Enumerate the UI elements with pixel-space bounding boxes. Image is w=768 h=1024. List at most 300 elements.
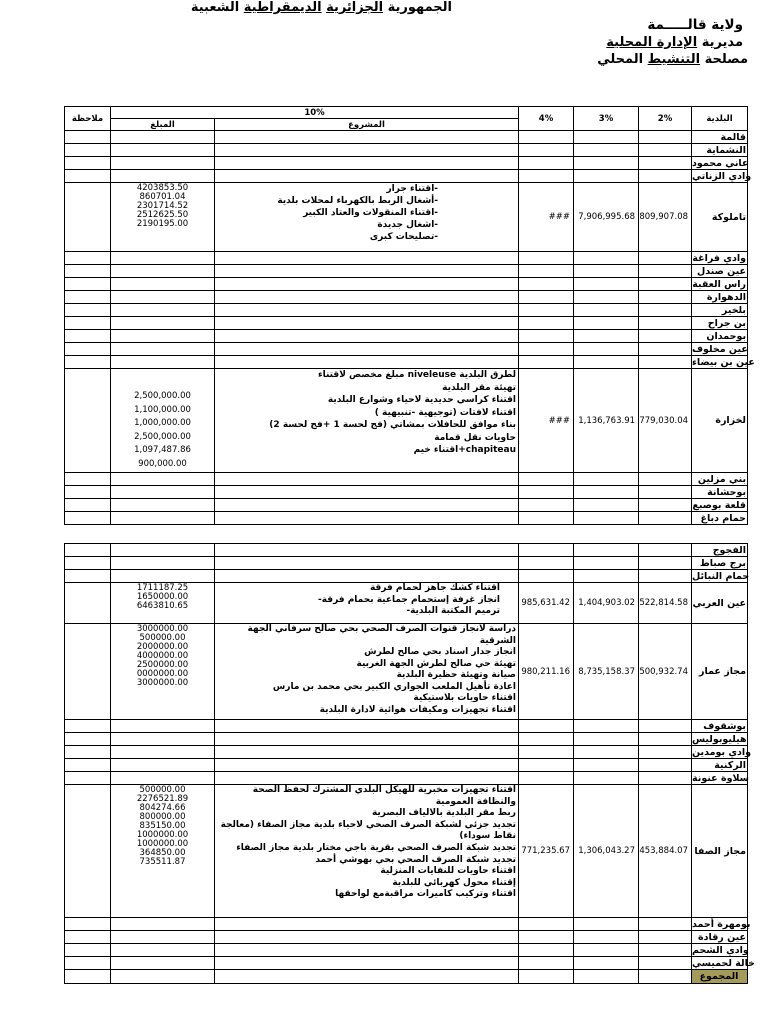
municipality-cell: لخزارة — [692, 369, 748, 473]
municipality-cell: وادي الزناتي — [692, 170, 752, 182]
amount-line: 2500000.00 — [136, 660, 189, 670]
note-cell — [65, 570, 111, 583]
three-percent-cell — [574, 772, 639, 785]
table-row — [65, 183, 748, 252]
four-percent-cell — [519, 499, 574, 512]
amount-cell — [111, 970, 215, 984]
project-line: اقتناء كشك جاهز لحمام فرقة — [369, 583, 500, 593]
note-cell — [65, 356, 111, 369]
note-cell — [65, 944, 111, 957]
two-percent-cell — [639, 772, 692, 785]
amount-line: 1711187.25 — [136, 583, 189, 593]
two-percent-cell — [639, 944, 692, 957]
two-percent-cell — [639, 252, 692, 265]
table-row — [65, 772, 748, 785]
municipality-cell: عين صندل — [692, 265, 748, 278]
four-percent-cell: 980,211.16 — [519, 624, 574, 720]
four-percent-cell — [519, 544, 574, 557]
project-line: اقتناء كراسي حديدية لاحياء وشوارع البلدية — [327, 395, 517, 405]
project-cell — [215, 343, 519, 356]
amount-cell — [111, 183, 215, 252]
project-cell — [215, 330, 519, 343]
project-line: chapiteau+اقتناء خيم — [413, 445, 517, 455]
table-row — [65, 278, 748, 291]
four-percent-cell — [519, 944, 574, 957]
amount-cell — [111, 544, 215, 557]
municipality-cell: وادي بومدين — [692, 746, 752, 758]
two-percent-cell — [639, 144, 692, 157]
project-cell — [215, 624, 519, 720]
amount-cell — [111, 583, 215, 624]
project-line: بناء موافق للحافلات بمشاتي (فج لحسة 1 +فج لحسة 2) — [269, 420, 517, 430]
municipality-cell: عين مخلوف — [692, 343, 748, 355]
amount-cell — [111, 317, 215, 330]
municipality-cell: عاني محمود — [692, 157, 749, 169]
municipality-cell: سلاوة عنونة — [692, 772, 750, 784]
note-cell — [65, 918, 111, 931]
project-line: إقتناء محول كهربائي للبلدية — [392, 877, 516, 888]
project-line: اقتناء تجهيزات مخبرية للهيكل البلدي المشترك لحفظ الصحة والنظافة العمومية — [252, 785, 516, 807]
amount-cell — [111, 720, 215, 733]
two-percent-cell: 500,932.74 — [639, 624, 692, 720]
table-row — [65, 759, 748, 772]
project-cell — [215, 486, 519, 499]
republic-title: الجمهورية الجزائرية الديمقراطية الشعبية — [190, 0, 452, 15]
municipality-cell: المجموع — [692, 970, 748, 984]
note-cell — [65, 970, 111, 984]
amount-line: 1,097,487.86 — [134, 445, 191, 455]
amount-header: المبلغ — [111, 119, 215, 131]
two-percent-cell — [639, 544, 692, 557]
four-percent-cell — [519, 157, 574, 170]
four-percent-cell — [519, 304, 574, 317]
table-row — [65, 317, 748, 330]
municipality-cell: حمام النبائل — [692, 570, 750, 582]
amount-cell — [111, 918, 215, 931]
two-percent-cell: 453,884.07 — [639, 785, 692, 918]
three-percent-cell — [574, 317, 639, 330]
three-percent-cell — [574, 356, 639, 369]
four-percent-cell — [519, 570, 574, 583]
amount-line: 804274.66 — [139, 803, 186, 813]
table-row — [65, 265, 748, 278]
three-percent-cell — [574, 170, 639, 183]
project-line: -اقتناء جرار — [386, 184, 439, 194]
project-cell — [215, 144, 519, 157]
project-line: تهيئة مقر البلدية — [442, 382, 517, 393]
four-percent-cell — [519, 144, 574, 157]
note-cell — [65, 785, 111, 918]
two-percent-cell — [639, 330, 692, 343]
four-percent-cell — [519, 957, 574, 970]
two-percent-cell — [639, 970, 692, 984]
note-cell — [65, 157, 111, 170]
amount-line: 1,100,000.00 — [134, 404, 191, 415]
project-cell — [215, 356, 519, 369]
note-cell — [65, 330, 111, 343]
note-cell — [65, 278, 111, 291]
amount-line: 2,500,000.00 — [134, 391, 191, 401]
project-cell — [215, 931, 519, 944]
three-percent-cell — [574, 473, 639, 486]
note-cell — [65, 486, 111, 499]
amount-cell — [111, 557, 215, 570]
note-cell — [65, 720, 111, 733]
amount-cell — [111, 772, 215, 785]
four-percent-cell: 771,235.67 — [519, 785, 574, 918]
three-percent-cell — [574, 759, 639, 772]
three-percent-cell — [574, 265, 639, 278]
two-percent-cell — [639, 356, 692, 369]
note-cell — [65, 772, 111, 785]
municipality-cell: وادي الشحم — [692, 944, 749, 956]
project-line: تهيئة حي صالح لطرش الجهة الغربية — [356, 658, 516, 669]
four-percent-cell: ### — [519, 369, 574, 473]
project-line: دراسة لانجاز قنوات الصرف الصحي بحي صالح سرفاني الجهة الشرقية — [247, 624, 516, 646]
note-cell — [65, 144, 111, 157]
amount-line: 835150.00 — [139, 821, 186, 831]
two-percent-cell — [639, 759, 692, 772]
four-percent-cell — [519, 278, 574, 291]
municipality-cell: راس العقبة — [692, 278, 747, 290]
three-percent-cell — [574, 157, 639, 170]
four-percent-cell: ### — [519, 183, 574, 252]
amount-line: 735511.87 — [139, 857, 186, 867]
municipality-cell: حمام دباغ — [692, 512, 748, 525]
municipality-header: البلدية — [692, 107, 748, 131]
amount-line: 2276521.89 — [136, 794, 189, 804]
two-percent-cell: 779,030.04 — [639, 369, 692, 473]
two-percent-cell — [639, 746, 692, 759]
project-cell — [215, 499, 519, 512]
two-percent-cell — [639, 499, 692, 512]
municipality-cell: بوشقوف — [692, 720, 748, 733]
four-percent-cell — [519, 291, 574, 304]
amount-line: 500000.00 — [139, 785, 186, 795]
service-title: مصلحة التنشيط المحلي — [597, 52, 748, 67]
municipality-cell: بومهرة أحمد — [692, 918, 751, 930]
note-header: ملاحظة — [65, 107, 111, 131]
municipality-cell: الركنية — [692, 759, 748, 772]
note-cell — [65, 931, 111, 944]
three-percent-cell — [574, 970, 639, 984]
project-line: حاويات نقل قمامة — [434, 432, 517, 443]
amount-cell — [111, 252, 215, 265]
project-cell — [215, 772, 519, 785]
three-percent-cell — [574, 330, 639, 343]
three-percent-cell: 1,404,903.02 — [574, 583, 639, 624]
two-percent-cell — [639, 918, 692, 931]
table-row — [65, 970, 748, 984]
amount-cell — [111, 291, 215, 304]
four-percent-cell — [519, 131, 574, 144]
project-cell — [215, 252, 519, 265]
table-row — [65, 486, 748, 499]
project-header: المشروع — [215, 119, 519, 131]
two-percent-cell: 809,907.08 — [639, 183, 692, 252]
note-cell — [65, 957, 111, 970]
municipality-cell: النشماية — [692, 144, 748, 157]
project-cell — [215, 131, 519, 144]
directorate-title: مديرية الإدارة المحلية — [606, 35, 743, 50]
amount-cell — [111, 369, 215, 473]
amount-line: 6463810.65 — [136, 601, 189, 611]
three-percent-cell — [574, 499, 639, 512]
table-row — [65, 570, 748, 583]
four-percent-cell — [519, 557, 574, 570]
three-percent-cell — [574, 544, 639, 557]
amount-line: 3000000.00 — [136, 624, 189, 634]
four-percent-cell — [519, 720, 574, 733]
three-percent-cell — [574, 304, 639, 317]
amount-line: 2,500,000.00 — [134, 431, 191, 442]
table-row — [65, 157, 748, 170]
four-percent-cell — [519, 265, 574, 278]
two-percent-cell — [639, 733, 692, 746]
project-line: تجديد جزئي لشبكة الصرف الصحي لاحياء بلدية مجاز الصفاء (معالجة نقاط سوداء) — [220, 819, 516, 842]
table-row — [65, 170, 748, 183]
municipality-cell: قلعة بوصبع — [692, 499, 747, 511]
project-cell — [215, 746, 519, 759]
project-line: انجاز جدار اسناد بحي صالح لطرش — [364, 647, 516, 657]
amount-cell — [111, 957, 215, 970]
four-percent-cell — [519, 733, 574, 746]
three-percent-cell — [574, 720, 639, 733]
municipality-cell: تاملوكة — [692, 183, 748, 252]
three-percent-cell — [574, 957, 639, 970]
table-row — [65, 356, 748, 369]
table-row — [65, 304, 748, 317]
project-cell — [215, 473, 519, 486]
four-percent-cell — [519, 759, 574, 772]
municipality-cell: عين رقادة — [692, 931, 748, 944]
municipality-cell: مجاز عمار — [692, 624, 748, 720]
project-cell — [215, 369, 519, 473]
amount-cell — [111, 278, 215, 291]
project-line: ترميم المكتبة البلدية- — [406, 606, 500, 616]
amount-cell — [111, 785, 215, 918]
three-percent-cell — [574, 918, 639, 931]
table-row — [65, 944, 748, 957]
three-percent-cell: 1,306,043.27 — [574, 785, 639, 918]
project-cell — [215, 785, 519, 918]
project-line: صيانة وتهيئة حظيرة البلدية — [396, 670, 516, 680]
note-cell — [65, 252, 111, 265]
four-percent-cell: 985,631.42 — [519, 583, 574, 624]
two-percent-cell — [639, 304, 692, 317]
amount-line: 1000000.00 — [136, 839, 189, 849]
municipality-cell: عين العربي — [692, 583, 748, 624]
note-cell — [65, 746, 111, 759]
amount-cell — [111, 330, 215, 343]
municipality-cell: برج صباط — [692, 557, 748, 570]
three-percent-cell — [574, 733, 639, 746]
two-percent-cell — [639, 512, 692, 525]
amount-cell — [111, 131, 215, 144]
note-cell — [65, 170, 111, 183]
project-cell — [215, 720, 519, 733]
note-cell — [65, 369, 111, 473]
four-percent-cell — [519, 746, 574, 759]
project-line: -اقتناء المنقولات والعتاد الكبير — [303, 208, 439, 218]
table-row — [65, 512, 748, 525]
four-percent-cell — [519, 473, 574, 486]
note-cell — [65, 317, 111, 330]
amount-cell — [111, 499, 215, 512]
amount-line: 364850.00 — [139, 848, 186, 858]
three-percent-cell — [574, 512, 639, 525]
three-percent-cell: 7,906,995.68 — [574, 183, 639, 252]
amount-line: 860701.04 — [139, 192, 186, 202]
two-percent-cell — [639, 317, 692, 330]
municipality-cell: وادي فراغة — [692, 252, 747, 264]
amount-cell — [111, 356, 215, 369]
project-cell — [215, 759, 519, 772]
two-percent-cell — [639, 131, 692, 144]
amount-line: 0000000.00 — [136, 669, 189, 679]
project-line: لطرق البلدية niveleuse مبلغ مخصص لاقتناء — [317, 370, 517, 380]
amount-cell — [111, 343, 215, 356]
four-percent-cell — [519, 970, 574, 984]
table-row — [65, 931, 748, 944]
municipality-cell: خالة لحميسي — [692, 957, 755, 969]
project-cell — [215, 570, 519, 583]
two-percent-cell — [639, 343, 692, 356]
table-row — [65, 544, 748, 557]
two-percent-cell — [639, 265, 692, 278]
municipality-cell: عين بن بيضاء — [692, 356, 755, 368]
three-percent-cell — [574, 570, 639, 583]
note-cell — [65, 624, 111, 720]
ten-percent-header: 10% — [111, 107, 519, 119]
project-cell — [215, 157, 519, 170]
municipality-cell: الدهوارة — [692, 291, 748, 304]
two-percent-cell — [639, 720, 692, 733]
amount-line: 1,000,000.00 — [134, 418, 191, 428]
table-row — [65, 131, 748, 144]
project-cell — [215, 265, 519, 278]
amount-line: 1650000.00 — [136, 592, 189, 602]
four-percent-cell — [519, 486, 574, 499]
four-percent-cell — [519, 317, 574, 330]
project-line: -تصليحات كبرى — [369, 232, 439, 242]
amount-cell — [111, 746, 215, 759]
amount-line: 4000000.00 — [136, 651, 189, 661]
table-row — [65, 330, 748, 343]
amount-cell — [111, 733, 215, 746]
three-percent-header: 3% — [574, 107, 639, 131]
note-cell — [65, 499, 111, 512]
amount-line: 500000.00 — [139, 633, 186, 643]
table-row — [65, 785, 748, 918]
amount-line: 2512625.50 — [136, 210, 189, 220]
amount-line: 1000000.00 — [136, 830, 189, 840]
amount-line: 2301714.52 — [136, 201, 189, 211]
project-line: تجديد شبكة الصرف الصحي بحي بهوشي أحمد — [315, 854, 516, 865]
project-line: -اشغال جديدة — [377, 220, 439, 230]
four-percent-cell — [519, 918, 574, 931]
three-percent-cell: 8,735,158.37 — [574, 624, 639, 720]
table-row — [65, 746, 748, 759]
four-percent-cell — [519, 343, 574, 356]
two-percent-cell — [639, 557, 692, 570]
project-cell — [215, 291, 519, 304]
note-cell — [65, 291, 111, 304]
project-cell — [215, 583, 519, 624]
three-percent-cell — [574, 252, 639, 265]
project-line: ربط مقر البلدية بالالياف البصرية — [371, 808, 516, 819]
amount-line: 2190195.00 — [136, 219, 189, 229]
amount-line: 4203853.50 — [136, 183, 189, 193]
note-cell — [65, 544, 111, 557]
two-percent-cell — [639, 957, 692, 970]
project-cell — [215, 512, 519, 525]
municipality-cell: بوحشانة — [692, 486, 748, 499]
project-cell — [215, 918, 519, 931]
project-cell — [215, 278, 519, 291]
project-cell — [215, 557, 519, 570]
two-percent-cell — [639, 278, 692, 291]
table-row — [65, 733, 748, 746]
amount-line: 3000000.00 — [136, 678, 189, 688]
table-row — [65, 557, 748, 570]
three-percent-cell — [574, 343, 639, 356]
project-line: اقتناء حاويات بلاستيكية — [413, 693, 516, 703]
allocation-table-part2 — [64, 543, 755, 984]
table-row — [65, 499, 748, 512]
project-cell — [215, 970, 519, 984]
two-percent-cell — [639, 473, 692, 486]
municipality-cell: قالمة — [692, 131, 748, 144]
amount-cell — [111, 512, 215, 525]
project-line: اقتناء لافتات (توجيهية -تنبيهية ) — [374, 407, 517, 418]
three-percent-cell — [574, 131, 639, 144]
four-percent-cell — [519, 772, 574, 785]
municipality-cell: بن جراح — [692, 317, 748, 330]
amount-cell — [111, 265, 215, 278]
note-cell — [65, 343, 111, 356]
project-cell — [215, 317, 519, 330]
note-cell — [65, 304, 111, 317]
four-percent-cell — [519, 931, 574, 944]
three-percent-cell — [574, 931, 639, 944]
amount-line: 2000000.00 — [136, 642, 189, 652]
amount-line: 900,000.00 — [138, 458, 187, 469]
table-row — [65, 252, 748, 265]
two-percent-cell — [639, 486, 692, 499]
table-row — [65, 624, 748, 720]
note-cell — [65, 183, 111, 252]
note-cell — [65, 557, 111, 570]
two-percent-cell — [639, 170, 692, 183]
note-cell — [65, 733, 111, 746]
project-cell — [215, 544, 519, 557]
amount-cell — [111, 944, 215, 957]
four-percent-cell — [519, 330, 574, 343]
four-percent-cell — [519, 252, 574, 265]
project-line: اقتناء حاويات للنفايات المنزلية — [380, 866, 516, 877]
table-row — [65, 291, 748, 304]
three-percent-cell — [574, 144, 639, 157]
table-row — [65, 144, 748, 157]
three-percent-cell: 1,136,763.91 — [574, 369, 639, 473]
allocation-table-part1 — [64, 106, 755, 525]
amount-line: 800000.00 — [139, 812, 186, 822]
two-percent-cell — [639, 570, 692, 583]
project-line: انجاز غرفة إستحمام جماعية بحمام فرقة- — [317, 594, 500, 605]
three-percent-cell — [574, 291, 639, 304]
municipality-cell: بوحمدان — [692, 330, 748, 343]
